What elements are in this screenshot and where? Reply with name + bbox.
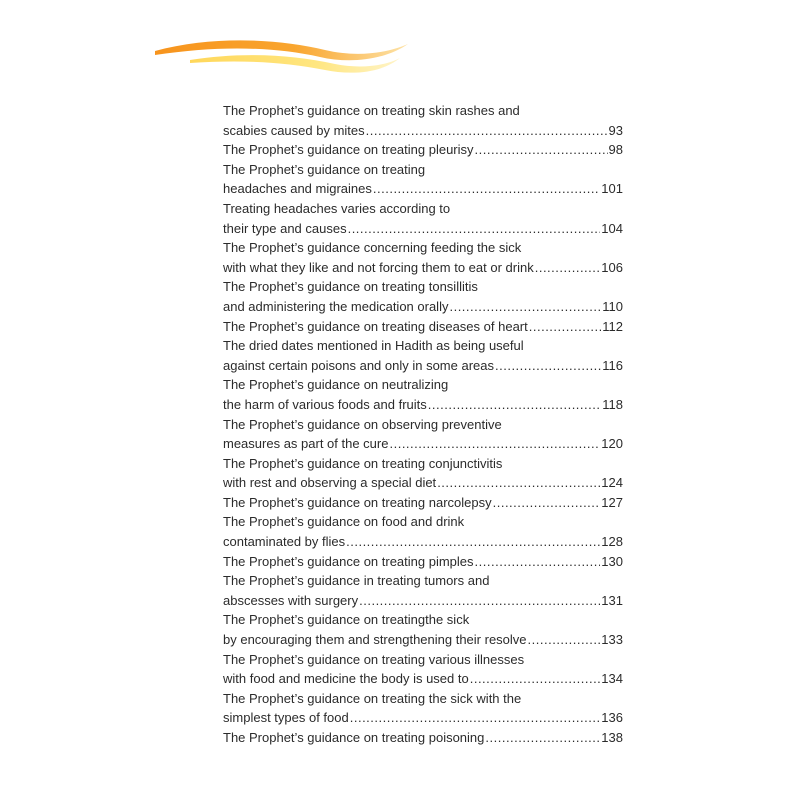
toc-entry-title-line: The Prophet’s guidance on observing preventive [223,416,502,432]
dot-leader [529,317,602,337]
toc-entry-title-line: The Prophet’s guidance on treating conjunctivitis [223,455,503,471]
toc-page-number: 106 [601,259,623,275]
toc-page-number: 136 [601,710,623,726]
toc-entry-last-line [223,591,623,611]
toc-page-number: 124 [601,475,623,491]
toc-entry [223,415,623,454]
toc-entry [223,160,623,199]
toc-entry-title-line: The Prophet’s guidance on food and drink [223,514,465,530]
toc-page-number: 131 [601,592,623,608]
table-of-contents [223,101,623,748]
toc-entry-last-line [223,669,623,689]
toc-entry-title-line: The Prophet’s guidance on treating diseases of heart [223,318,528,334]
dot-leader [535,258,601,278]
toc-entry-title-line: The Prophet’s guidance concerning feeding the sick [223,240,522,256]
dot-leader [475,140,608,160]
toc-page-number: 134 [601,671,623,687]
toc-entry-title-line: headaches and migraines [223,181,372,197]
toc-entry [223,238,623,277]
toc-entry-title-line: The Prophet’s guidance on treating [223,161,426,177]
toc-entry [223,512,623,551]
toc-entry [223,571,623,610]
toc-entry-title-line: The dried dates mentioned in Hadith as being useful [223,338,524,354]
toc-entry-title-line: Treating headaches varies according to [223,200,451,216]
dot-leader [493,493,601,513]
toc-entry-title-line: The Prophet’s guidance on neutralizing [223,377,449,393]
toc-entry-last-line [223,473,623,493]
toc-entry-title-line: The Prophet’s guidance in treating tumors and [223,573,490,589]
toc-entry-last-line [223,532,623,552]
toc-entry-last-line [223,708,623,728]
toc-entry-last-line [223,434,623,454]
toc-page-number: 112 [602,318,623,334]
toc-page-number: 93 [608,122,623,138]
toc-page-number: 120 [601,436,623,452]
toc-entry-title-line: with food and medicine the body is used to [223,671,469,687]
dot-leader [366,121,608,141]
toc-entry-title-line: by encouraging them and strengthening their resolve [223,632,527,648]
toc-entry-title-line: simplest types of food [223,710,349,726]
dot-leader [470,669,601,689]
toc-entry-last-line [223,258,623,278]
toc-entry-title-line: The Prophet’s guidance on treating skin rashes and [223,103,520,118]
dot-leader [437,473,600,493]
dot-leader [389,434,600,454]
dot-leader [485,728,600,748]
dot-leader [348,219,601,239]
dot-leader [346,532,600,552]
toc-entry [223,610,623,649]
toc-page-number: 110 [602,298,623,314]
toc-entry [223,454,623,493]
toc-page-number: 98 [608,142,623,158]
dot-leader [449,297,601,317]
toc-entry-title-line: contaminated by flies [223,534,346,550]
toc-entry-last-line [223,140,623,160]
toc-entry-title-line: with what they like and not forcing them to eat or drink [223,259,534,275]
toc-page-number: 133 [601,632,623,648]
decorative-swoosh [150,30,410,80]
toc-entry [223,101,623,140]
toc-entry-title-line: the harm of various foods and fruits [223,396,427,412]
toc-entry-last-line [223,493,623,513]
toc-entry-title-line: against certain poisons and only in some areas [223,357,494,373]
toc-entry [223,336,623,375]
toc-entry-last-line [223,219,623,239]
toc-entry-title-line: The Prophet’s guidance on treating pleurisy [223,142,474,158]
toc-entry [223,728,623,748]
toc-entry-title-line: The Prophet’s guidance on treating various illnesses [223,651,525,667]
toc-entry [223,277,623,316]
toc-entry-last-line [223,317,623,337]
toc-entry-title-line: their type and causes [223,220,347,236]
dot-leader [350,708,601,728]
toc-entry-last-line [223,630,623,650]
toc-entry-last-line [223,356,623,376]
toc-page-number: 118 [602,396,623,412]
toc-page-number: 104 [601,220,623,236]
toc-entry [223,493,623,513]
toc-page-number: 130 [601,553,623,569]
toc-entry-title-line: The Prophet’s guidance on treating poisoning [223,730,485,745]
toc-entry-last-line [223,395,623,415]
dot-leader [373,179,600,199]
toc-entry-last-line [223,297,623,317]
toc-entry [223,199,623,238]
toc-entry-title-line: The Prophet’s guidance on treating pimples [223,553,474,569]
toc-entry-title-line: scabies caused by mites [223,122,365,138]
toc-entry [223,689,623,728]
toc-entry-title-line: with rest and observing a special diet [223,475,437,491]
toc-entry-title-line: The Prophet’s guidance on treatingthe sick [223,612,470,628]
toc-entry-last-line [223,179,623,199]
dot-leader [428,395,601,415]
toc-entry-title-line: abscesses with surgery [223,592,359,608]
toc-page-number: 128 [601,534,623,550]
toc-entry [223,317,623,337]
toc-entry-last-line [223,728,623,748]
toc-entry [223,140,623,160]
dot-leader [495,356,601,376]
toc-entry-title-line: and administering the medication orally [223,298,449,314]
toc-page-number: 138 [601,730,623,745]
toc-entry-last-line [223,552,623,572]
toc-page-number: 101 [601,181,623,197]
toc-entry-title-line: The Prophet’s guidance on treating the sick with the [223,690,522,706]
toc-entry-last-line [223,121,623,141]
dot-leader [475,552,601,572]
dot-leader [528,630,601,650]
toc-page-number: 127 [601,494,623,510]
toc-entry-title-line: The Prophet’s guidance on treating tonsillitis [223,279,478,295]
toc-entry-title-line: The Prophet’s guidance on treating narcolepsy [223,494,492,510]
dot-leader [359,591,600,611]
toc-entry-title-line: measures as part of the cure [223,436,389,452]
toc-entry [223,650,623,689]
toc-page-number: 116 [602,357,623,373]
toc-entry [223,552,623,572]
toc-entry [223,375,623,414]
